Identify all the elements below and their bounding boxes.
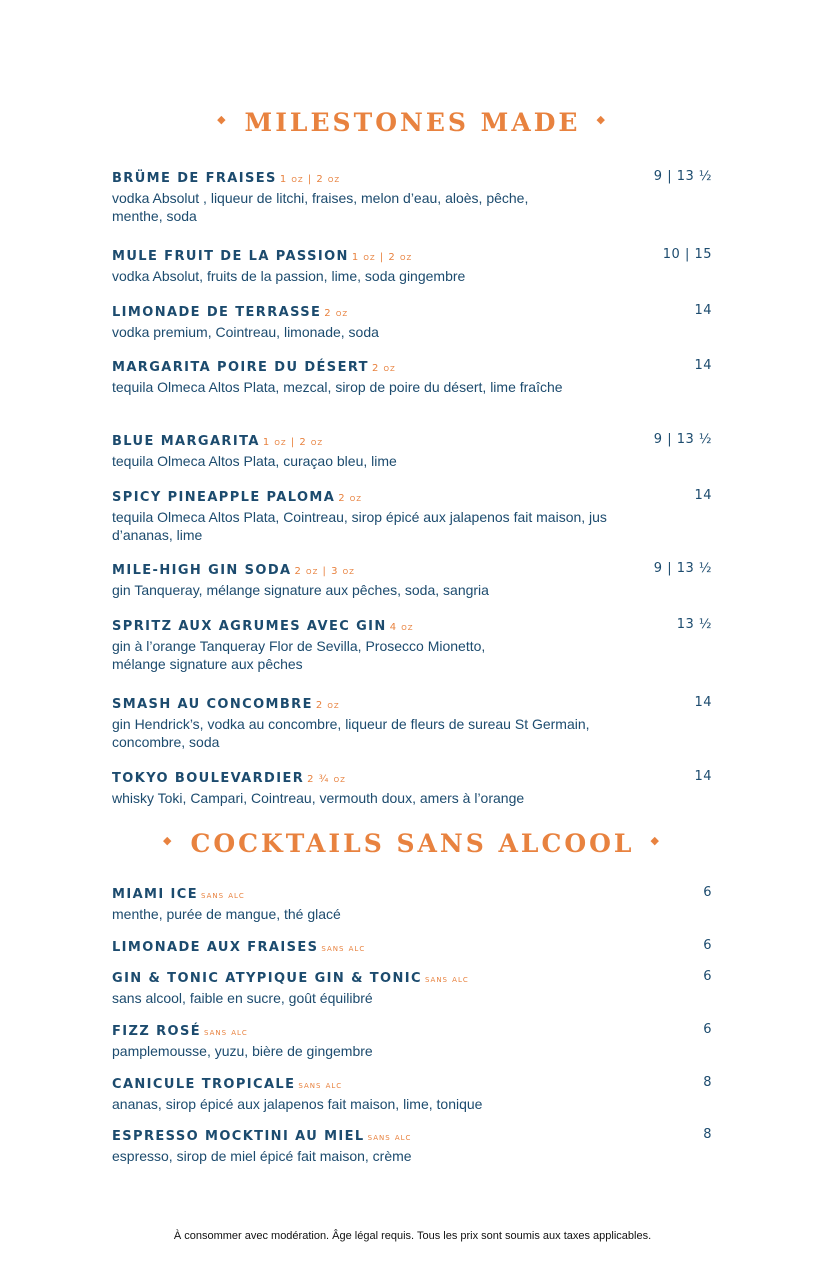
item-size: 1 oz | 2 oz: [351, 252, 413, 263]
item-name: BLUE MARGARITA: [112, 434, 260, 449]
item-price: 6: [703, 885, 712, 900]
item-name: GIN & TONIC ATYPIQUE GIN & TONIC: [112, 971, 422, 986]
section-title-milestones: [0, 106, 825, 137]
item-price: 14: [694, 303, 712, 318]
menu-item: [112, 936, 712, 955]
item-description: whisky Toki, Campari, Cointreau, vermouth doux, amers à l’orange: [112, 790, 525, 806]
item-name: SPRITZ AUX AGRUMES AVEC GIN: [112, 619, 387, 634]
item-price: 6: [703, 938, 712, 953]
menu-item: [112, 486, 712, 544]
menu-item: [112, 430, 712, 470]
diamond-icon: ◆: [596, 113, 608, 126]
item-size: sans alc: [201, 890, 245, 901]
item-description: sans alcool, faible en sucre, goût équilibré: [112, 990, 373, 1006]
item-size: sans alc: [321, 943, 366, 954]
item-size: 1 oz | 2 oz: [279, 174, 341, 185]
item-price: 14: [694, 769, 712, 784]
item-name: SMASH AU CONCOMBRE: [112, 697, 313, 712]
menu-item: [112, 883, 712, 923]
item-name: ESPRESSO MOCKTINI AU MIEL: [112, 1129, 365, 1144]
item-price: 9 | 13 ½: [653, 561, 712, 576]
item-size: 2 oz: [371, 363, 396, 374]
item-description: vodka Absolut , liqueur de litchi, fraises, melon d’eau, aloès, pêche, menthe, soda: [112, 190, 529, 224]
diamond-icon: ◆: [217, 113, 229, 126]
item-name: LIMONADE DE TERRASSE: [112, 305, 322, 320]
item-description: pamplemousse, yuzu, bière de gingembre: [112, 1043, 373, 1059]
item-name: CANICULE TROPICALE: [112, 1077, 296, 1092]
item-description: gin Hendrick’s, vodka au concombre, liqueur de fleurs de sureau St Germain, concombre, soda: [112, 716, 590, 750]
diamond-icon: ◆: [163, 834, 175, 847]
item-name: MIAMI ICE: [112, 887, 198, 902]
item-price: 14: [694, 358, 712, 373]
item-name: MARGARITA POIRE DU DÉSERT: [112, 360, 369, 375]
item-description: gin Tanqueray, mélange signature aux pêches, soda, sangria: [112, 582, 489, 598]
item-price: 13 ½: [676, 617, 712, 632]
item-price: 10 | 15: [662, 247, 712, 262]
item-size: 2 oz | 3 oz: [294, 566, 355, 577]
menu-item: [112, 1073, 712, 1113]
item-size: sans alc: [367, 1132, 412, 1143]
item-name: BRÜME DE FRAISES: [112, 171, 277, 186]
item-price: 14: [694, 695, 712, 710]
item-name: MILE-HIGH GIN SODA: [112, 563, 292, 578]
item-price: 8: [703, 1127, 712, 1142]
item-description: tequila Olmeca Altos Plata, mezcal, sirop de poire du désert, lime fraîche: [112, 379, 563, 395]
item-price: 14: [694, 488, 712, 503]
menu-item: [112, 693, 712, 751]
item-description: vodka premium, Cointreau, limonade, soda: [112, 324, 379, 340]
item-name: TOKYO BOULEVARDIER: [112, 771, 305, 786]
item-size: 4 oz: [389, 622, 414, 633]
menu-item: [112, 767, 712, 807]
diamond-icon: ◆: [650, 834, 662, 847]
item-name: MULE FRUIT DE LA PASSION: [112, 249, 349, 264]
menu-item: [112, 1020, 712, 1060]
item-name: LIMONADE AUX FRAISES: [112, 940, 319, 955]
section-title-text: COCKTAILS SANS ALCOOL: [190, 829, 635, 858]
item-size: 2 ¾ oz: [307, 774, 346, 785]
item-price: 9 | 13 ½: [653, 169, 712, 184]
menu-item: [112, 559, 712, 599]
item-size: 2 oz: [338, 493, 363, 504]
menu-item: [112, 1125, 712, 1165]
item-description: menthe, purée de mangue, thé glacé: [112, 906, 341, 922]
item-description: tequila Olmeca Altos Plata, Cointreau, sirop épicé aux jalapenos fait maison, jus d’ananas, lime: [112, 509, 607, 543]
menu-item: [112, 615, 712, 673]
item-name: FIZZ ROSÉ: [112, 1024, 202, 1039]
item-price: 9 | 13 ½: [653, 432, 712, 447]
item-price: 8: [703, 1075, 712, 1090]
item-size: sans alc: [424, 974, 469, 985]
item-description: ananas, sirop épicé aux jalapenos fait maison, lime, tonique: [112, 1096, 483, 1112]
menu-item: [112, 245, 712, 285]
section-title-text: MILESTONES MADE: [244, 108, 581, 137]
item-description: vodka Absolut, fruits de la passion, lime, soda gingembre: [112, 268, 466, 284]
menu-item: [112, 167, 712, 225]
item-price: 6: [703, 969, 712, 984]
item-description: gin à l’orange Tanqueray Flor de Sevilla, Prosecco Mionetto, mélange signature aux pêches: [112, 638, 486, 672]
item-size: 2 oz: [324, 308, 349, 319]
section-title-sans-alcool: [0, 827, 825, 858]
item-price: 6: [703, 1022, 712, 1037]
item-size: sans alc: [298, 1080, 343, 1091]
menu-item: [112, 967, 712, 1007]
item-description: tequila Olmeca Altos Plata, curaçao bleu, lime: [112, 453, 397, 469]
item-size: sans alc: [204, 1027, 248, 1038]
item-description: espresso, sirop de miel épicé fait maison, crème: [112, 1148, 412, 1164]
item-size: 2 oz: [315, 700, 340, 711]
menu-item: [112, 301, 712, 341]
legal-footer: À consommer avec modération. Âge légal requis. Tous les prix sont soumis aux taxes applicables.: [173, 1230, 652, 1242]
item-name: SPICY PINEAPPLE PALOMA: [112, 490, 336, 505]
item-size: 1 oz | 2 oz: [262, 437, 324, 448]
menu-item: [112, 356, 712, 396]
